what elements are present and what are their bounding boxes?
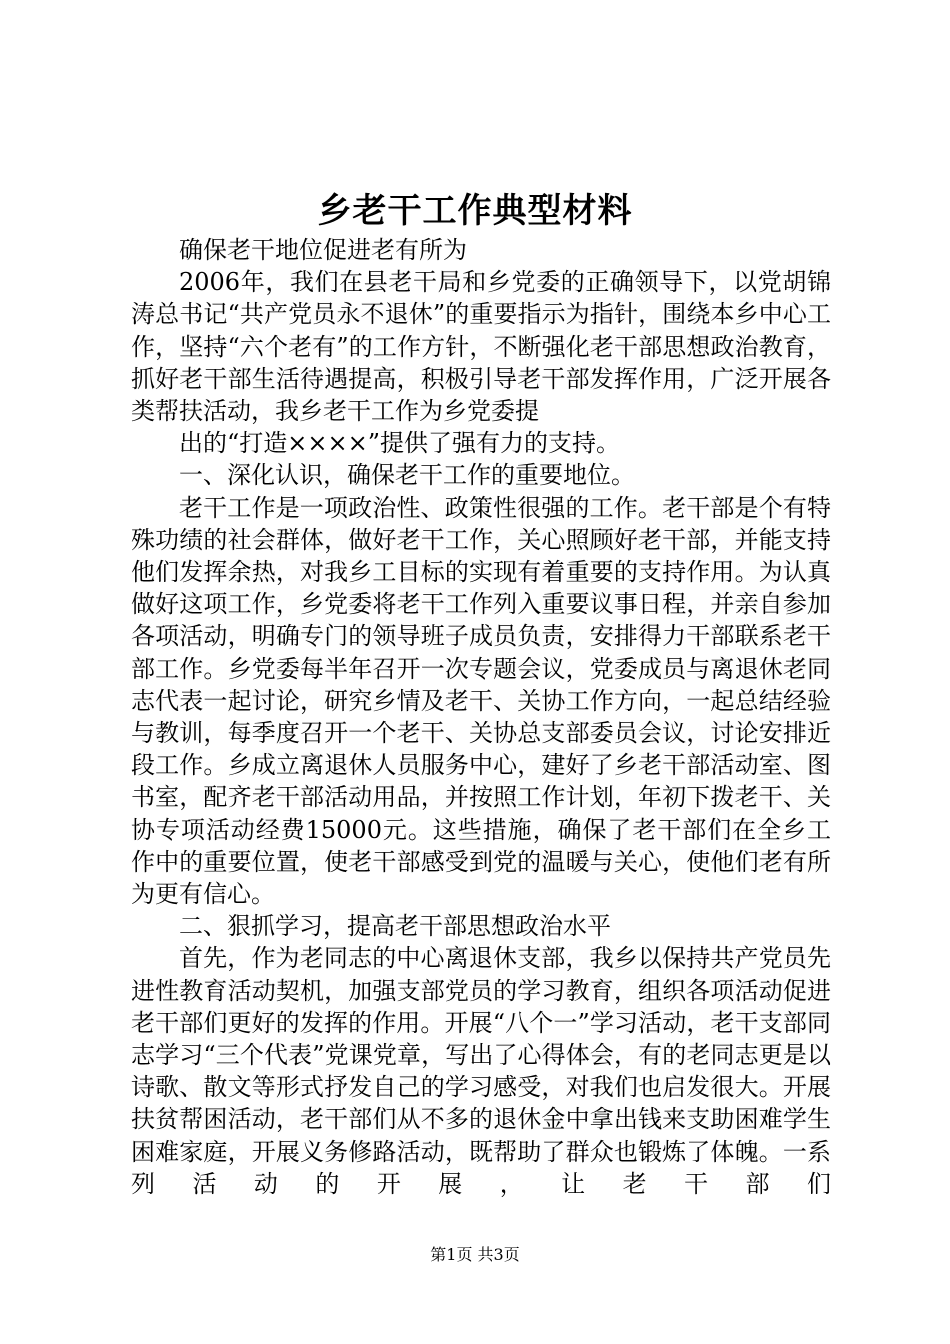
page-number-footer: 第1页 共3页 [430,1245,520,1264]
paragraph-intro: 2006年，我们在县老干局和乡党委的正确领导下，以党胡锦涛总书记“共产党员永不退休”的重要指示为指针，围绕本乡中心工作，坚持“六个老有”的工作方针，不断强化老干部思想政治教育，抓好老干部生活待遇提高，积极引导老干部发挥作用，广泛开展各类帮扶活动，我乡老干工作为乡党委提 [131,268,831,426]
section-heading-1: 一、深化认识，确保老干工作的重要地位。 [179,461,635,490]
paragraph-subtitle: 确保老干地位促进老有所为 [179,236,467,264]
document-title: 乡老干工作典型材料 [317,191,633,231]
paragraph-section-1: 老干工作是一项政治性、政策性很强的工作。老干部是个有特殊功绩的社会群体，做好老干工作，关心照顾好老干部，并能支持他们发挥余热，对我乡工目标的实现有着重要的支持作用。为认真做好这项工作，乡党委将老干工作列入重要议事日程，并亲自参加各项活动，明确专门的领导班子成员负责，安排得力干部联系老干部工作。乡党委每半年召开一次专题会议，党委成员与离退休老同志代表一起讨论，研究乡情及老干、关协工作方向，一起总结经验与教训，每季度召开一个老干、关协总支部委员会议，讨论安排近段工作。乡成立离退休人员服务中心，建好了乡老干部活动室、图书室，配齐老干部活动用品，并按照工作计划，年初下拨老干、关协专项活动经费15000元。这些措施，确保了老干部们在全乡工作中的重要位置，使老干部感受到党的温暖与关心，使他们老有所为更有信心。 [131,493,831,909]
paragraph-intro-continued: 出的“打造××××”提供了强有力的支持。 [179,429,620,458]
paragraph-section-2: 首先，作为老同志的中心离退休支部，我乡以保持共产党员先进性教育活动契机，加强支部党员的学习教育，组织各项活动促进老干部们更好的发挥的作用。开展“八个一”学习活动，老干支部同志学习“三个代表”党课党章，写出了心得体会，有的老同志更是以诗歌、散文等形式抒发自己的学习感受，对我们也启发很大。开展扶贫帮困活动，老干部们从不多的退休金中拿出钱来支助困难学生困难家庭，开展义务修路活动，既帮助了群众也锻炼了体魄。一系列活动的开展，让老干部们 [131,944,831,1198]
document-body [131,234,831,1200]
section-heading-2: 二、狠抓学习，提高老干部思想政治水平 [179,912,611,941]
